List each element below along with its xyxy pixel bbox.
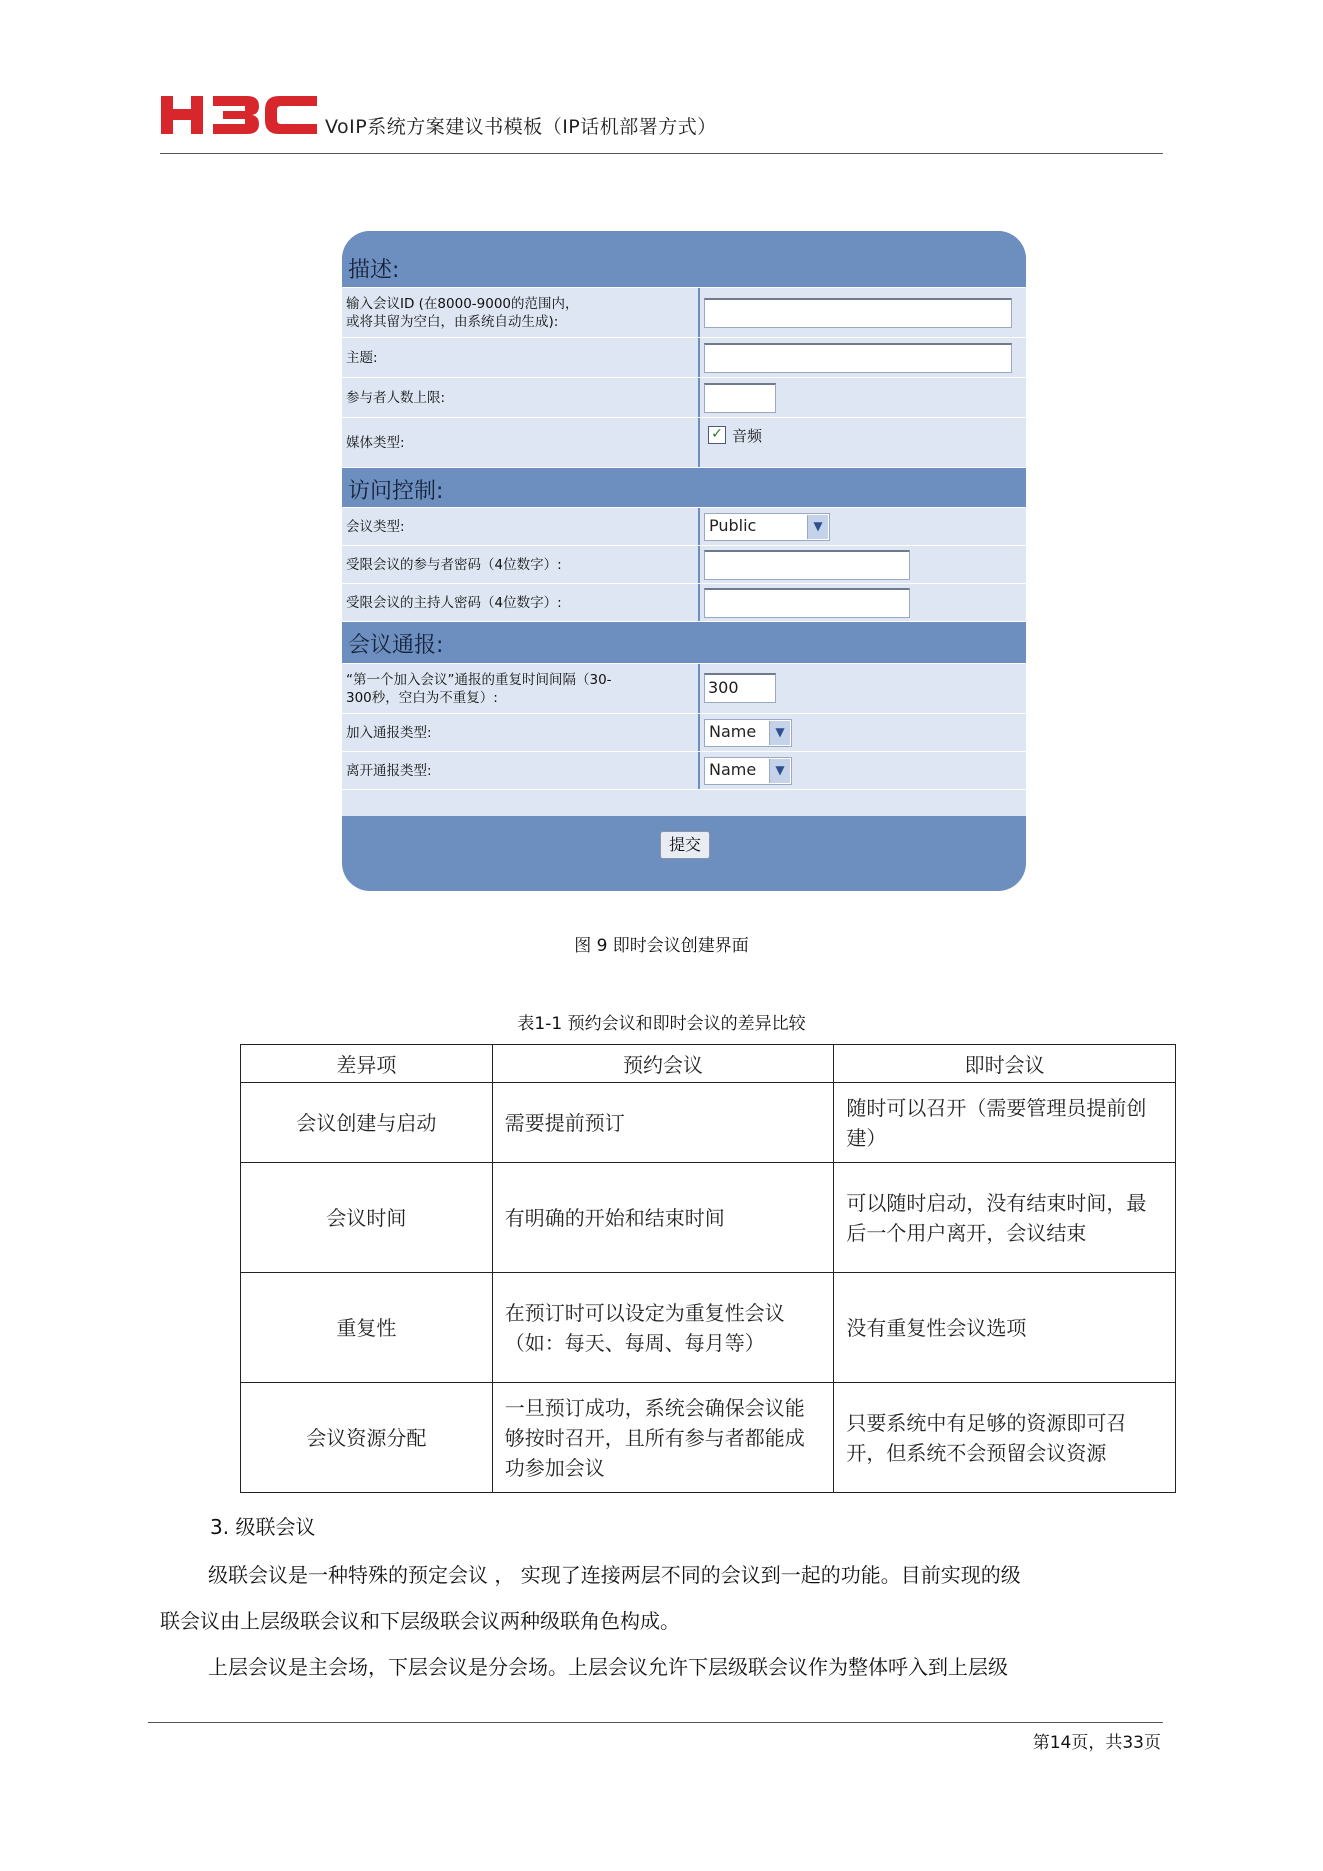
conf-id-input[interactable] [704,298,1012,328]
repeat-interval-row [342,663,1026,714]
table-cell: 会议资源分配 [241,1383,493,1493]
conf-id-label-1: 输入会议ID (在8000-9000的范围内， [346,296,579,312]
media-type-row [342,417,1026,468]
leave-type-select[interactable] [704,757,792,785]
h3c-logo [161,94,317,136]
host-pw-row [342,583,1026,622]
conf-id-row [342,287,1026,338]
max-participants-label: 参与者人数上限: [342,378,698,418]
host-pw-input[interactable] [704,588,910,618]
join-type-row [342,713,1026,752]
conf-type-select[interactable] [704,513,830,541]
table-row [241,1273,1176,1383]
repeat-interval-input[interactable] [704,673,776,703]
instant-conference-form [342,231,1026,891]
max-participants-input[interactable] [704,383,776,413]
paragraph-2-line-1: 上层会议是主会场，下层会议是分会场。上层会议允许下层级联会议作为整体呼入到上层级 [208,1655,1008,1679]
table-row [241,1083,1176,1163]
table-caption: 表1-1 预约会议和即时会议的差异比较 [517,1014,806,1034]
conf-type-value: Public [709,516,757,535]
table-cell: 重复性 [241,1273,493,1383]
section-access-title: 访问控制: [348,479,444,504]
paragraph-1-line-2: 联会议由上层级联会议和下层级联会议两种级联角色构成。 [160,1609,680,1633]
repeat-interval-value: 300 [708,678,739,697]
join-type-select[interactable] [704,719,792,747]
table-cell: 需要提前预订 [492,1083,834,1163]
header-scheduled: 预约会议 [492,1045,834,1083]
document-title: VoIP系统方案建议书模板（IP话机部署方式） [325,116,717,138]
footer-rule [148,1722,1163,1723]
table-header-row [241,1045,1176,1083]
subject-label: 主题: [342,338,698,378]
page-number: 第14页，共33页 [1032,1733,1161,1753]
participant-pw-row [342,545,1026,584]
table-cell: 随时可以召开（需要管理员提前创建） [834,1083,1176,1163]
section-notify-header [342,621,1026,663]
subject-input[interactable] [704,343,1012,373]
section-notify-title: 会议通报: [348,633,444,658]
submit-button[interactable]: 提交 [660,831,710,859]
chevron-down-icon[interactable]: ▼ [769,759,790,783]
section-access-header [342,467,1026,507]
conf-id-label-2: 或将其留为空白，由系统自动生成): [346,314,559,330]
table-cell: 有明确的开始和结束时间 [492,1163,834,1273]
section-description-header [342,231,1026,287]
join-type-label: 加入通报类型: [342,714,698,752]
table-cell: 没有重复性会议选项 [834,1273,1176,1383]
table-cell: 只要系统中有足够的资源即可召开，但系统不会预留会议资源 [834,1383,1176,1493]
repeat-label-2: 300秒，空白为不重复）: [346,690,498,706]
chevron-down-icon[interactable]: ▼ [807,515,828,539]
leave-type-label: 离开通报类型: [342,752,698,790]
comparison-table [240,1044,1176,1493]
table-cell: 在预订时可以设定为重复性会议（如：每天、每周、每月等） [492,1273,834,1383]
spacer-row [342,789,1026,816]
participant-pw-label: 受限会议的参与者密码（4位数字）: [342,546,698,584]
table-row [241,1383,1176,1493]
host-pw-label: 受限会议的主持人密码（4位数字）: [342,584,698,622]
max-participants-row [342,377,1026,418]
subject-row [342,337,1026,378]
leave-type-value: Name [709,760,757,779]
table-row [241,1163,1176,1273]
media-type-label: 媒体类型: [342,418,698,468]
table-cell: 一旦预订成功，系统会确保会议能够按时召开，且所有参与者都能成功参加会议 [492,1383,834,1493]
table-cell: 可以随时启动，没有结束时间，最后一个用户离开，会议结束 [834,1163,1176,1273]
section-description-title: 描述: [348,258,400,283]
table-cell: 会议时间 [241,1163,493,1273]
repeat-label-1: “第一个加入会议”通报的重复时间间隔（30- [346,672,612,688]
participant-pw-input[interactable] [704,550,910,580]
audio-checkbox-label: 音频 [732,427,763,445]
header-rule [160,153,1163,154]
audio-checkbox[interactable]: ✓ [708,426,726,444]
leave-type-row [342,751,1026,790]
header-diff-item: 差异项 [241,1045,493,1083]
section-heading: 3. 级联会议 [210,1515,316,1539]
header-instant: 即时会议 [834,1045,1176,1083]
paragraph-1-line-1: 级联会议是一种特殊的预定会议 ， 实现了连接两层不同的会议到一起的功能。目前实现的级 [208,1563,1021,1587]
table-cell: 会议创建与启动 [241,1083,493,1163]
join-type-value: Name [709,722,757,741]
chevron-down-icon[interactable]: ▼ [769,721,790,745]
conf-type-label: 会议类型: [342,508,698,546]
figure-caption: 图 9 即时会议创建界面 [574,936,749,956]
conf-type-row [342,507,1026,546]
